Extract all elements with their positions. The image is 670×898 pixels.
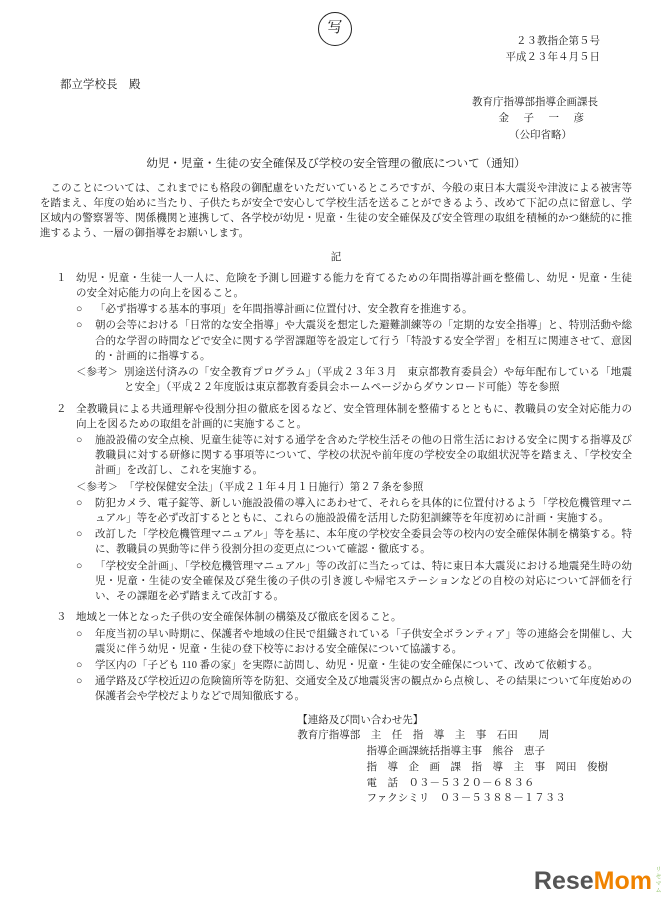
contact-block	[297, 713, 608, 808]
bullet-marker: ○	[76, 320, 83, 332]
bullet-marker: ○	[76, 434, 83, 446]
item-text: 学区内の「子ども 110 番の家」を実際に訪問し、幼児・児童・生徒の安全確保について、改めて依頼する。	[95, 660, 599, 672]
reference-text: 「学校保健安全法」（平成２１年４月１日施行）第２７条を参照	[124, 481, 424, 493]
bullet-marker: ○	[76, 497, 83, 509]
copy-stamp	[318, 12, 352, 46]
section-2	[40, 402, 632, 605]
section-number: ３	[56, 612, 67, 624]
sender-name: 金 子 一 彦	[498, 113, 586, 125]
contact-header: 【連絡及び問い合わせ先】	[297, 714, 424, 726]
section-1-heading-row	[56, 271, 632, 301]
contact-line-phone: 電 話 ０３－５３２０－６８３６	[366, 777, 535, 789]
list-item	[56, 302, 632, 317]
reference-text: 別途送付済みの「安全教育プログラム」（平成２３年３月 東京都教育委員会）や毎年配布している「地震と安全」（平成２２年度版は東京都教育委員会ホームページからダウンロード可能）等を参照	[124, 367, 632, 394]
resemom-logo-gray-text: Rese	[533, 867, 594, 895]
copy-stamp-character: 写	[327, 20, 343, 37]
item-text: 通学路及び学校近辺の危険箇所等を防犯、交通安全及び地震災害の観点から点検し、その結果について年度始めの保護者会や学校だよりなどで周知徹底する。	[95, 676, 632, 703]
resemom-logo-orange-text: Mom	[593, 867, 652, 895]
doc-date: 平成２３年４月５日	[505, 52, 600, 64]
section-3-heading-row	[56, 610, 632, 625]
bullet-marker: ○	[76, 660, 83, 672]
section-number: ２	[56, 403, 67, 415]
resemom-logo	[528, 866, 662, 894]
doc-number: ２３教指企第５号	[516, 36, 600, 47]
reference-note	[56, 480, 632, 495]
contact-line: 指導企画課統括指導主事 熊谷 恵子	[366, 746, 545, 758]
contact-line: 指 導 企 画 課 指 導 主 事 岡田 俊樹	[366, 761, 608, 773]
item-text: 施設設備の安全点検、児童生徒等に対する通学を含めた学校生活その他の日常生活における安全に関する指導及び教職員に対する研修に関する事項等について、学校の状況や前年度の学校安全の取組状況等を踏まえ、「学校安全計画」を改訂し、これを実施する。	[95, 434, 632, 477]
intro-paragraph: このことについては、これまでにも格段の御配慮をいただいているところですが、今般の東日本大震災や津波による被害等を踏まえ、年度の始めに当たり、子供たちが安全で安心して学校生活を送ることができるよう、改めて下記の点に留意し、学区域内の警察署等、関係機関と連携して、各学校が幼児・児童・生徒の安全確保及び安全管理の取組を積極的かつ継続的に推進するよう、一層の御指導をお願いします。	[40, 182, 632, 240]
list-item	[56, 318, 632, 364]
item-text: 防犯カメラ、電子錠等、新しい施設設備の導入にあわせて、それらを具体的に位置付けるよう「学校危機管理マニュアル」等を必ず改訂するとともに、これらの施設設備を活用した防犯訓練等を年度初めに計画・実施する。	[95, 497, 632, 525]
section-heading: 全教職員による共通理解や役割分担の徹底を図るなど、安全管理体制を整備するとともに、教職員の安全対応能力の向上を図るための取組を計画的に実施すること。	[76, 403, 632, 430]
section-2-heading-row	[56, 402, 632, 432]
reference-note	[56, 365, 632, 395]
ki-marker: 記	[330, 251, 342, 263]
bullet-marker: ○	[76, 676, 83, 688]
reference-marker: ＜参考＞	[76, 481, 118, 493]
section-number: １	[56, 272, 67, 284]
sender-block	[40, 95, 632, 144]
bullet-marker: ○	[76, 560, 83, 572]
list-item	[56, 627, 632, 657]
reference-marker: ＜参考＞	[76, 367, 118, 379]
bullet-marker: ○	[76, 529, 83, 541]
list-item	[56, 658, 632, 673]
list-item	[56, 496, 632, 526]
item-text: 「学校安全計画」、「学校危機管理マニュアル」等の改訂に当たっては、特に東日本大震災における地震発生時の幼児・児童・生徒の安全確保及び発生後の子供の引き渡しや帰宅ステーションなどの自校の対応について評価を行い、その課題を必ず踏まえて改訂する。	[95, 560, 632, 603]
section-1	[40, 271, 632, 396]
seal-note: （公印省略）	[509, 129, 572, 141]
resemom-logo-ruby: リセマム	[654, 866, 660, 894]
list-item	[56, 527, 632, 557]
section-heading: 地域と一体となった子供の安全確保体制の構築及び徹底を図ること。	[76, 612, 402, 624]
sender-title: 教育庁指導部指導企画課長	[472, 97, 598, 109]
document-title: 幼児・児童・生徒の安全確保及び学校の安全管理の徹底について（通知）	[146, 158, 526, 170]
list-item	[56, 674, 632, 704]
addressee: 都立学校長 殿	[60, 78, 141, 91]
contact-line-fax: ファクシミリ ０３－５３８８－１７３３	[366, 793, 566, 805]
item-text: 朝の会等における「日常的な安全指導」や大震災を想定した避難訓練等の「定期的な安全指導」と、特別活動や総合的な学習の時間などで安全に関する学習課題等を設定して行う「特設する安全学習」を相互に関連させて、意図的・計画的に指導する。	[95, 320, 632, 362]
contact-line: 教育庁指導部 主 任 指 導 主 事 石田 周	[297, 730, 550, 742]
item-text: 年度当初の早い時期に、保護者や地域の住民で組織されている「子供安全ボランティア」等の連絡会を開催し、大震災に伴う幼児・児童・生徒の登下校等における安全確保について協議する。	[95, 628, 632, 655]
section-3	[40, 610, 632, 704]
list-item	[56, 433, 632, 479]
bullet-marker: ○	[76, 628, 83, 640]
bullet-marker: ○	[76, 304, 83, 316]
section-heading: 幼児・児童・生徒一人一人に、危険を予測し回避する能力を育てるための年間指導計画を整備し、幼児・児童・生徒の安全対応能力の向上を図ること。	[76, 272, 632, 299]
list-item	[56, 559, 632, 605]
item-text: 改訂した「学校危機管理マニュアル」等を基に、本年度の学校安全委員会等の校内の安全確保体制を構築する。特に、教職員の異動等に伴う役割分担の変更点について確認・徹底する。	[95, 529, 632, 556]
item-text: 「必ず指導する基本的事項」を年間指導計画に位置付け、安全教育を推進する。	[95, 304, 473, 316]
